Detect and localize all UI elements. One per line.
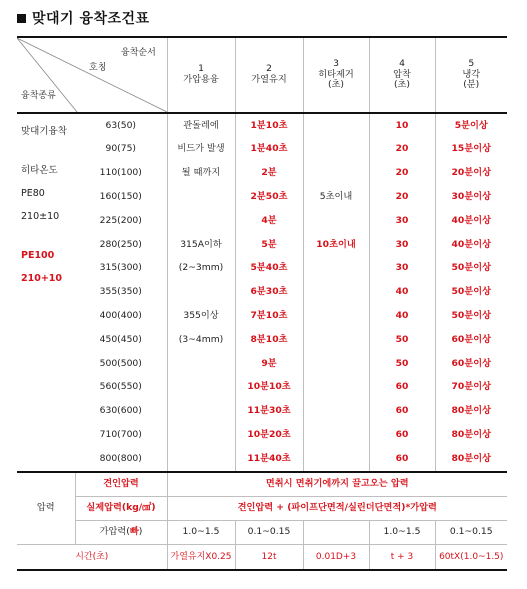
heat-hold-cell: 1분40초 (235, 138, 303, 162)
melt-note-cell (167, 400, 235, 424)
heater-remove-cell: 5초이내 (303, 185, 369, 209)
diag-label-order: 융착순서 (121, 48, 156, 58)
melt-note-cell (167, 352, 235, 376)
heater-remove-cell (303, 423, 369, 447)
melt-note-cell: 315A이하 (167, 233, 235, 257)
table-row (17, 233, 507, 257)
pressure-label-tow: 견인압력 (75, 472, 167, 497)
press-cell: 20 (369, 138, 435, 162)
diag-label-type: 융착종류 (21, 91, 56, 101)
col-header-5: 5 냉각 (분) (435, 37, 507, 113)
table-body (17, 113, 507, 472)
melt-note-cell (167, 185, 235, 209)
time-c5: 60tX(1.0~1.5) (435, 544, 507, 570)
table-row (17, 281, 507, 305)
pressure-row-3 (17, 520, 507, 544)
heat-hold-cell: 11분30초 (235, 400, 303, 424)
heater-remove-cell (303, 376, 369, 400)
press-cell: 30 (369, 233, 435, 257)
table-row (17, 113, 507, 138)
size-cell: 63(50) (105, 119, 137, 131)
col-header-3: 3 히타제거 (초) (303, 37, 369, 113)
heater-remove-cell: 10초이내 (303, 233, 369, 257)
press-cell: 40 (369, 281, 435, 305)
time-label: 시간(초) (17, 544, 167, 570)
heat-hold-cell: 9분 (235, 352, 303, 376)
heat-hold-cell: 8분10초 (235, 328, 303, 352)
pressure-text-tow: 면취시 면취기에까지 끌고오는 압력 (167, 472, 507, 497)
size-cell: 90(75) (105, 143, 137, 155)
melt-note-cell (167, 209, 235, 233)
heat-hold-cell: 4분 (235, 209, 303, 233)
table-row (17, 423, 507, 447)
size-cell: 280(250) (99, 238, 142, 250)
cool-cell: 70분이상 (435, 376, 507, 400)
page-title: 맞대기 융착조건표 (17, 8, 150, 28)
fusion-conditions-table (17, 36, 507, 571)
size-cell: 630(600) (99, 405, 142, 417)
cool-cell: 40분이상 (435, 209, 507, 233)
size-cell: 800(800) (99, 452, 142, 464)
table-row (17, 304, 507, 328)
left-label-line4: 210±10 (21, 211, 60, 222)
press-cell: 60 (369, 423, 435, 447)
table-row (17, 400, 507, 424)
melt-note-cell: (2~3mm) (167, 257, 235, 281)
heater-remove-cell (303, 138, 369, 162)
press-cell: 60 (369, 447, 435, 472)
table-row (17, 138, 507, 162)
size-cell: 355(350) (99, 286, 142, 298)
cool-cell: 50분이상 (435, 257, 507, 281)
size-cell: 110(100) (99, 167, 142, 179)
size-cell: 160(150) (99, 191, 142, 202)
cool-cell: 5분이상 (435, 113, 507, 138)
press-cell: 50 (369, 328, 435, 352)
time-c3: 0.01D+3 (303, 544, 369, 570)
col-header-1: 1 가압용융 (167, 37, 235, 113)
size-cell: 500(500) (99, 357, 142, 369)
table-row (17, 185, 507, 209)
cool-cell: 15분이상 (435, 138, 507, 162)
apply-c5: 0.1~0.15 (435, 520, 507, 544)
cool-cell: 80분이상 (435, 423, 507, 447)
table-row (17, 209, 507, 233)
cool-cell: 20분이상 (435, 162, 507, 186)
table-row (17, 328, 507, 352)
pressure-text-actual: 견인압력 + (파이프단면적/실린더단면적)*가압력 (167, 496, 507, 520)
press-cell: 30 (369, 209, 435, 233)
heater-remove-cell (303, 113, 369, 138)
time-c2: 12t (235, 544, 303, 570)
time-row (17, 544, 507, 570)
pressure-row-1 (17, 472, 507, 497)
heater-remove-cell (303, 209, 369, 233)
cool-cell: 60분이상 (435, 352, 507, 376)
press-cell: 10 (369, 113, 435, 138)
left-label-line5: PE100 (21, 250, 55, 261)
diagonal-header-cell (17, 37, 167, 113)
apply-c4: 1.0~1.5 (369, 520, 435, 544)
melt-note-cell (167, 447, 235, 472)
heat-hold-cell: 7분10초 (235, 304, 303, 328)
size-cell: 225(200) (99, 214, 142, 226)
press-cell: 20 (369, 162, 435, 186)
pressure-label-actual: 실제압력(kg/㎠) (75, 496, 167, 520)
heater-remove-cell (303, 328, 369, 352)
heat-hold-cell: 10분10초 (235, 376, 303, 400)
heater-remove-cell (303, 447, 369, 472)
heat-hold-cell: 1분10초 (235, 113, 303, 138)
melt-note-cell (167, 423, 235, 447)
heater-remove-cell (303, 400, 369, 424)
size-cell: 710(700) (99, 428, 142, 440)
cool-cell: 30분이상 (435, 185, 507, 209)
left-label-line1: 맞대기융착 (21, 126, 67, 137)
cool-cell: 50분이상 (435, 304, 507, 328)
press-cell: 60 (369, 400, 435, 424)
cool-cell: 60분이상 (435, 328, 507, 352)
melt-note-cell: (3~4mm) (167, 328, 235, 352)
press-cell: 60 (369, 376, 435, 400)
time-c1: 가열유지X0.25 (167, 544, 235, 570)
cool-cell: 40분이상 (435, 233, 507, 257)
pressure-row-2 (17, 496, 507, 520)
apply-c2: 0.1~0.15 (235, 520, 303, 544)
size-cell: 315(300) (99, 262, 142, 274)
table-row (17, 257, 507, 281)
size-cell: 400(400) (99, 309, 142, 321)
size-cell: 450(450) (99, 333, 142, 345)
col-header-4: 4 압착 (초) (369, 37, 435, 113)
press-cell: 30 (369, 257, 435, 281)
left-label-line3: PE80 (21, 188, 45, 199)
cool-cell: 50분이상 (435, 281, 507, 305)
col-header-2: 2 가열유지 (235, 37, 303, 113)
press-cell: 40 (369, 304, 435, 328)
press-cell: 50 (369, 352, 435, 376)
heat-hold-cell: 5분40초 (235, 257, 303, 281)
diag-label-size: 호칭 (89, 63, 107, 73)
apply-c1: 1.0~1.5 (167, 520, 235, 544)
melt-note-cell: 관돌레에 (167, 113, 235, 138)
heater-remove-cell (303, 162, 369, 186)
heat-hold-cell: 5분 (235, 233, 303, 257)
fusion-type-cell (17, 113, 75, 472)
heat-hold-cell: 6분30초 (235, 281, 303, 305)
apply-c3 (303, 520, 369, 544)
pressure-group-label: 압력 (17, 472, 75, 545)
table-row (17, 352, 507, 376)
melt-note-cell (167, 281, 235, 305)
melt-note-cell: 비드가 발생 (167, 138, 235, 162)
time-c4: t + 3 (369, 544, 435, 570)
table-row (17, 447, 507, 472)
heater-remove-cell (303, 304, 369, 328)
press-cell: 20 (369, 185, 435, 209)
left-label-line2: 히타온도 (21, 165, 58, 176)
size-cell: 560(550) (99, 381, 142, 393)
heat-hold-cell: 2분50초 (235, 185, 303, 209)
heat-hold-cell: 10분20초 (235, 423, 303, 447)
table-row (17, 376, 507, 400)
cool-cell: 80분이상 (435, 447, 507, 472)
table-row (17, 162, 507, 186)
heat-hold-cell: 11분40초 (235, 447, 303, 472)
melt-note-cell: 될 때까지 (167, 162, 235, 186)
heater-remove-cell (303, 281, 369, 305)
heater-remove-cell (303, 352, 369, 376)
melt-note-cell (167, 376, 235, 400)
cool-cell: 80분이상 (435, 400, 507, 424)
square-bullet-icon (17, 14, 26, 23)
pressure-label-apply: 가압력(빠) (75, 520, 167, 544)
melt-note-cell: 355이상 (167, 304, 235, 328)
left-label-line6: 210+10 (21, 273, 63, 284)
header-row (17, 37, 507, 113)
heater-remove-cell (303, 257, 369, 281)
heat-hold-cell: 2분 (235, 162, 303, 186)
